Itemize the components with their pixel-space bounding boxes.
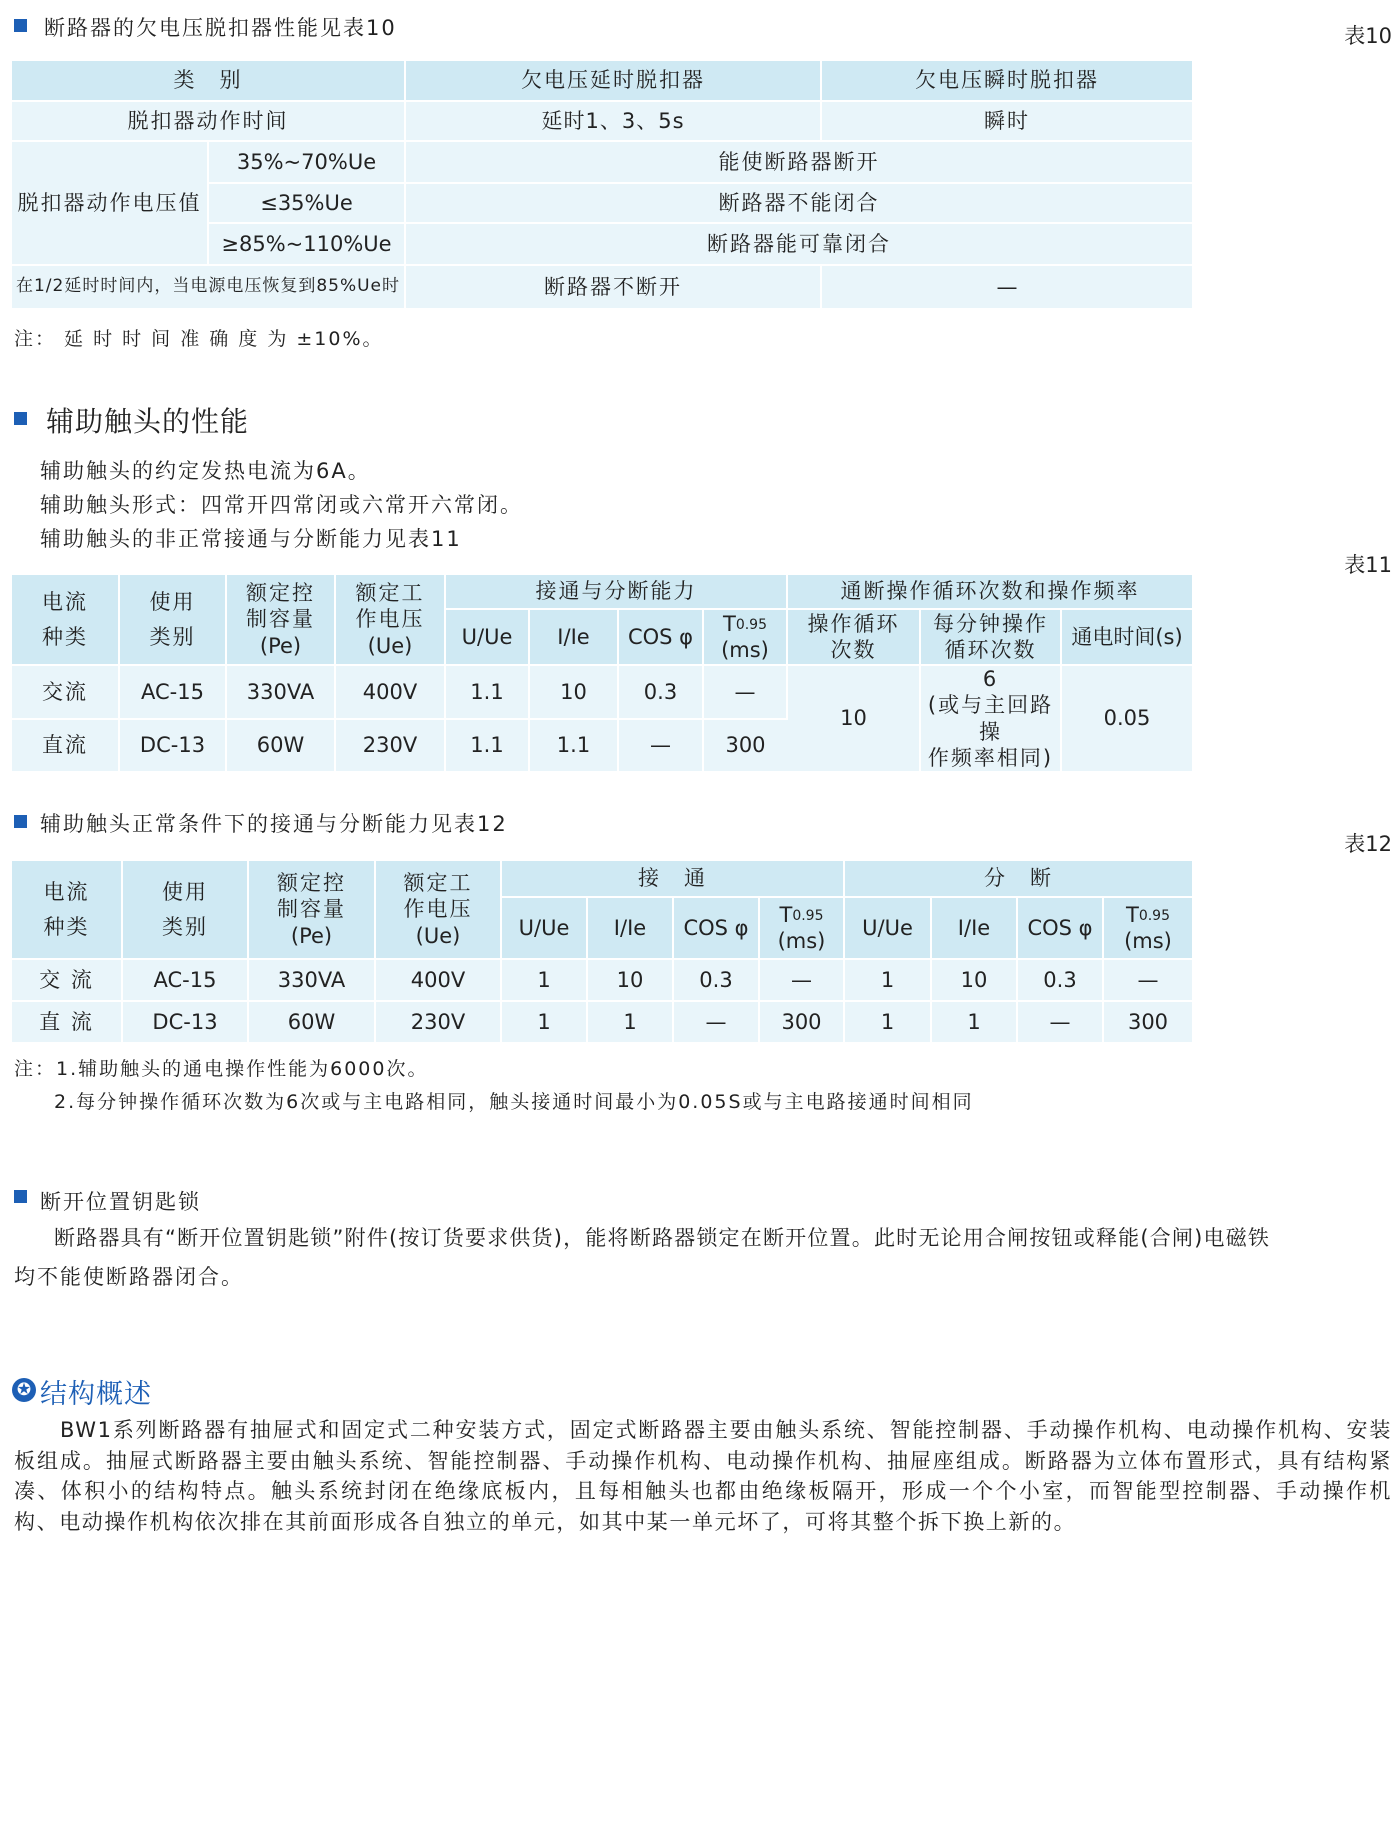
structure-paragraph	[14, 1415, 1392, 1537]
voltage-range: ≤35%Ue	[208, 183, 405, 223]
header-u-ue: U/Ue	[844, 897, 931, 959]
voltage-result: 断路器能可靠闭合	[405, 223, 1192, 265]
cell-voltage: 400V	[335, 665, 445, 719]
row-recover-label: 在1/2延时时间内，当电源电压恢复到85%Ue时	[12, 265, 405, 309]
header-text: 循环次数	[944, 638, 1037, 662]
header-i-ie: I/Ie	[529, 609, 618, 665]
cell-capacity: 330VA	[226, 665, 335, 719]
header-current-type	[12, 861, 122, 959]
cell-capacity: 60W	[226, 719, 335, 773]
cell-t095: 300	[703, 719, 787, 773]
section-bullet	[14, 815, 27, 828]
header-rated-voltage	[335, 575, 445, 665]
cell-break-t: —	[1103, 959, 1192, 1001]
key-lock-para-1: 断路器具有“断开位置钥匙锁”附件(按订货要求供货)，能将断路器锁定在断开位置。此时无论用合闸按钮或释能(合闸)电磁铁	[54, 1226, 1271, 1250]
table-label-12: 表12	[1344, 832, 1392, 856]
row-action-time-label: 脱扣器动作时间	[12, 101, 405, 141]
cell-voltage: 400V	[375, 959, 501, 1001]
row-action-time-instant: 瞬时	[821, 101, 1192, 141]
header-text: 作电压	[403, 897, 473, 922]
cell-break-u-ue: 1	[844, 959, 931, 1001]
header-cos-phi: COS φ	[1017, 897, 1103, 959]
cell-text: 作频率相同)	[927, 745, 1054, 770]
section-bullet	[14, 1190, 27, 1203]
cell-break-t: 300	[1103, 1001, 1192, 1043]
header-text: 每分钟操作	[933, 611, 1048, 636]
cell-break-u-ue: 1	[844, 1001, 931, 1043]
header-instant-release: 欠电压瞬时脱扣器	[821, 61, 1192, 101]
voltage-result: 断路器不能闭合	[405, 183, 1192, 223]
cell-capacity: 60W	[248, 1001, 375, 1043]
header-text: 制容量	[277, 897, 346, 922]
section-bullet	[14, 19, 27, 32]
structure-paragraph-text: BW1系列断路器有抽屉式和固定式二种安装方式，固定式断路器主要由触头系统、智能控制器、手动操作机构、电动操作机构、安装板组成。抽屉式断路器主要由触头系统、智能控制器、手动操作机构、电动操作机构、抽屉座组成。断路器为立体布置形式，具有结构紧凑、体积小的结构特点。触头系统封闭在绝缘底板内，且每相触头也都由绝缘板隔开，形成一个个小室，而智能型控制器、手动操作机构、电动操作机构依次排在其前面形成各自独立的单元，如其中某一单元坏了，可将其整个拆下换上新的。	[14, 1418, 1392, 1534]
voltage-result: 能使断路器断开	[405, 141, 1192, 183]
table-label-11: 表11	[1344, 553, 1392, 577]
header-text: (Ue)	[367, 633, 413, 658]
cell-class: DC-13	[122, 1001, 248, 1043]
cell-i-ie: 1.1	[529, 719, 618, 773]
cell-i-ie: 10	[529, 665, 618, 719]
cell-u-ue: 1.1	[445, 665, 529, 719]
header-text: 作电压	[355, 607, 425, 632]
voltage-label: 脱扣器动作电压值	[12, 141, 208, 265]
section-title-structure: 结构概述	[40, 1379, 152, 1410]
cell-per-minute	[920, 665, 1061, 772]
header-text: (Pe)	[290, 923, 333, 948]
cell-cos: —	[618, 719, 703, 773]
cell-t095: —	[703, 665, 787, 719]
cell-make-i-ie: 10	[587, 959, 673, 1001]
header-op-cycles	[787, 609, 920, 665]
cell-u-ue: 1.1	[445, 719, 529, 773]
cell-break-cos: 0.3	[1017, 959, 1103, 1001]
aux-line-2: 辅助触头形式：四常开四常闭或六常开六常闭。	[40, 493, 523, 517]
header-t095	[1103, 897, 1192, 959]
header-text: 次数	[830, 638, 877, 662]
header-use-class	[122, 861, 248, 959]
cell-make-cos: —	[673, 1001, 759, 1043]
t-symbol: T	[779, 902, 793, 927]
row-recover-delay: 断路器不断开	[405, 265, 821, 309]
cell-make-cos: 0.3	[673, 959, 759, 1001]
header-break: 分 断	[844, 861, 1192, 897]
row-recover-instant: —	[821, 265, 1192, 309]
cell-type: 直 流	[12, 1001, 122, 1043]
aux-line-1: 辅助触头的约定发热电流为6A。	[40, 459, 371, 483]
t-symbol: T	[1126, 902, 1139, 927]
header-text: 种类	[42, 624, 88, 649]
star-icon: ✪	[12, 1378, 36, 1402]
note-table10: 注： 延 时 时 间 准 确 度 为 ±10%。	[14, 328, 384, 350]
header-t095	[759, 897, 844, 959]
key-lock-para-2: 均不能使断路器闭合。	[14, 1265, 244, 1289]
cell-text: (或与主回路操	[927, 693, 1054, 744]
header-text: 类别	[149, 624, 196, 649]
header-u-ue: U/Ue	[501, 897, 587, 959]
cell-break-i-ie: 10	[931, 959, 1017, 1001]
cell-type: 交 流	[12, 959, 122, 1001]
t-unit: (ms)	[721, 638, 769, 662]
cell-break-cos: —	[1017, 1001, 1103, 1043]
t-subscript: 0.95	[735, 616, 767, 633]
cell-cos: 0.3	[618, 665, 703, 719]
cell-voltage: 230V	[375, 1001, 501, 1043]
header-make: 接 通	[501, 861, 844, 897]
t-subscript: 0.95	[1138, 907, 1170, 924]
voltage-range: ≥85%~110%Ue	[208, 223, 405, 265]
header-category: 类 别	[12, 61, 405, 101]
section-title-key-lock: 断开位置钥匙锁	[40, 1190, 201, 1214]
note-table12-2: 2.每分钟操作循环次数为6次或与主电路相同，触头接通时间最小为0.05S或与主电路接通时间相同	[54, 1091, 974, 1113]
cell-op-cycles: 10	[787, 665, 920, 772]
cell-break-i-ie: 1	[931, 1001, 1017, 1043]
header-u-ue: U/Ue	[445, 609, 529, 665]
header-t095	[703, 609, 787, 665]
t-subscript: 0.95	[792, 907, 824, 924]
header-use-class	[119, 575, 226, 665]
cell-capacity: 330VA	[248, 959, 375, 1001]
section-title-table10: 断路器的欠电压脱扣器性能见表10	[44, 16, 397, 40]
cell-type: 交流	[12, 665, 119, 719]
header-text: 种类	[43, 914, 90, 939]
header-text: (Ue)	[415, 923, 461, 948]
header-text: 使用	[149, 590, 196, 615]
cell-make-u-ue: 1	[501, 959, 587, 1001]
header-text: 电流	[43, 880, 90, 905]
cell-class: AC-15	[122, 959, 248, 1001]
cell-on-time: 0.05	[1061, 665, 1192, 772]
table-11	[12, 575, 1192, 773]
header-text: 使用	[162, 880, 208, 905]
header-rated-capacity	[226, 575, 335, 665]
header-i-ie: I/Ie	[931, 897, 1017, 959]
cell-text: 6	[982, 667, 999, 691]
cell-make-i-ie: 1	[587, 1001, 673, 1043]
header-i-ie: I/Ie	[587, 897, 673, 959]
header-rated-voltage	[375, 861, 501, 959]
header-current-type	[12, 575, 119, 665]
header-text: 制容量	[246, 607, 315, 632]
header-text: 额定控	[277, 871, 346, 896]
t-unit: (ms)	[1124, 929, 1172, 953]
cell-class: DC-13	[119, 719, 226, 773]
header-text: 额定工	[355, 581, 425, 606]
aux-line-3: 辅助触头的非正常接通与分断能力见表11	[40, 527, 462, 551]
header-cos-phi: COS φ	[673, 897, 759, 959]
section-title-table12: 辅助触头正常条件下的接通与分断能力见表12	[40, 812, 508, 836]
header-delay-release: 欠电压延时脱扣器	[405, 61, 821, 101]
cell-make-t: —	[759, 959, 844, 1001]
header-text: 额定控	[246, 581, 315, 606]
table-10	[12, 61, 1192, 310]
table-12	[12, 861, 1192, 1044]
header-text: 额定工	[403, 871, 473, 896]
cell-make-u-ue: 1	[501, 1001, 587, 1043]
note-table12-1: 注：1.辅助触头的通电操作性能为6000次。	[14, 1058, 429, 1080]
header-text: (Pe)	[259, 633, 302, 658]
header-per-minute	[920, 609, 1061, 665]
header-text: 操作循环	[807, 611, 900, 636]
section-bullet	[14, 412, 27, 425]
t-symbol: T	[723, 611, 736, 636]
header-on-time: 通电时间(s)	[1061, 609, 1192, 665]
header-rated-capacity	[248, 861, 375, 959]
cell-make-t: 300	[759, 1001, 844, 1043]
voltage-range: 35%~70%Ue	[208, 141, 405, 183]
header-make-break: 接通与分断能力	[445, 575, 787, 609]
table-label-10: 表10	[1344, 24, 1392, 48]
row-action-time-delay: 延时1、3、5s	[405, 101, 821, 141]
section-title-aux-contacts: 辅助触头的性能	[46, 405, 250, 438]
header-cycles-group: 通断操作循环次数和操作频率	[787, 575, 1192, 609]
t-unit: (ms)	[777, 929, 826, 953]
header-text: 类别	[162, 914, 208, 939]
cell-class: AC-15	[119, 665, 226, 719]
cell-voltage: 230V	[335, 719, 445, 773]
header-text: 电流	[42, 590, 88, 615]
header-cos-phi: COS φ	[618, 609, 703, 665]
cell-type: 直流	[12, 719, 119, 773]
